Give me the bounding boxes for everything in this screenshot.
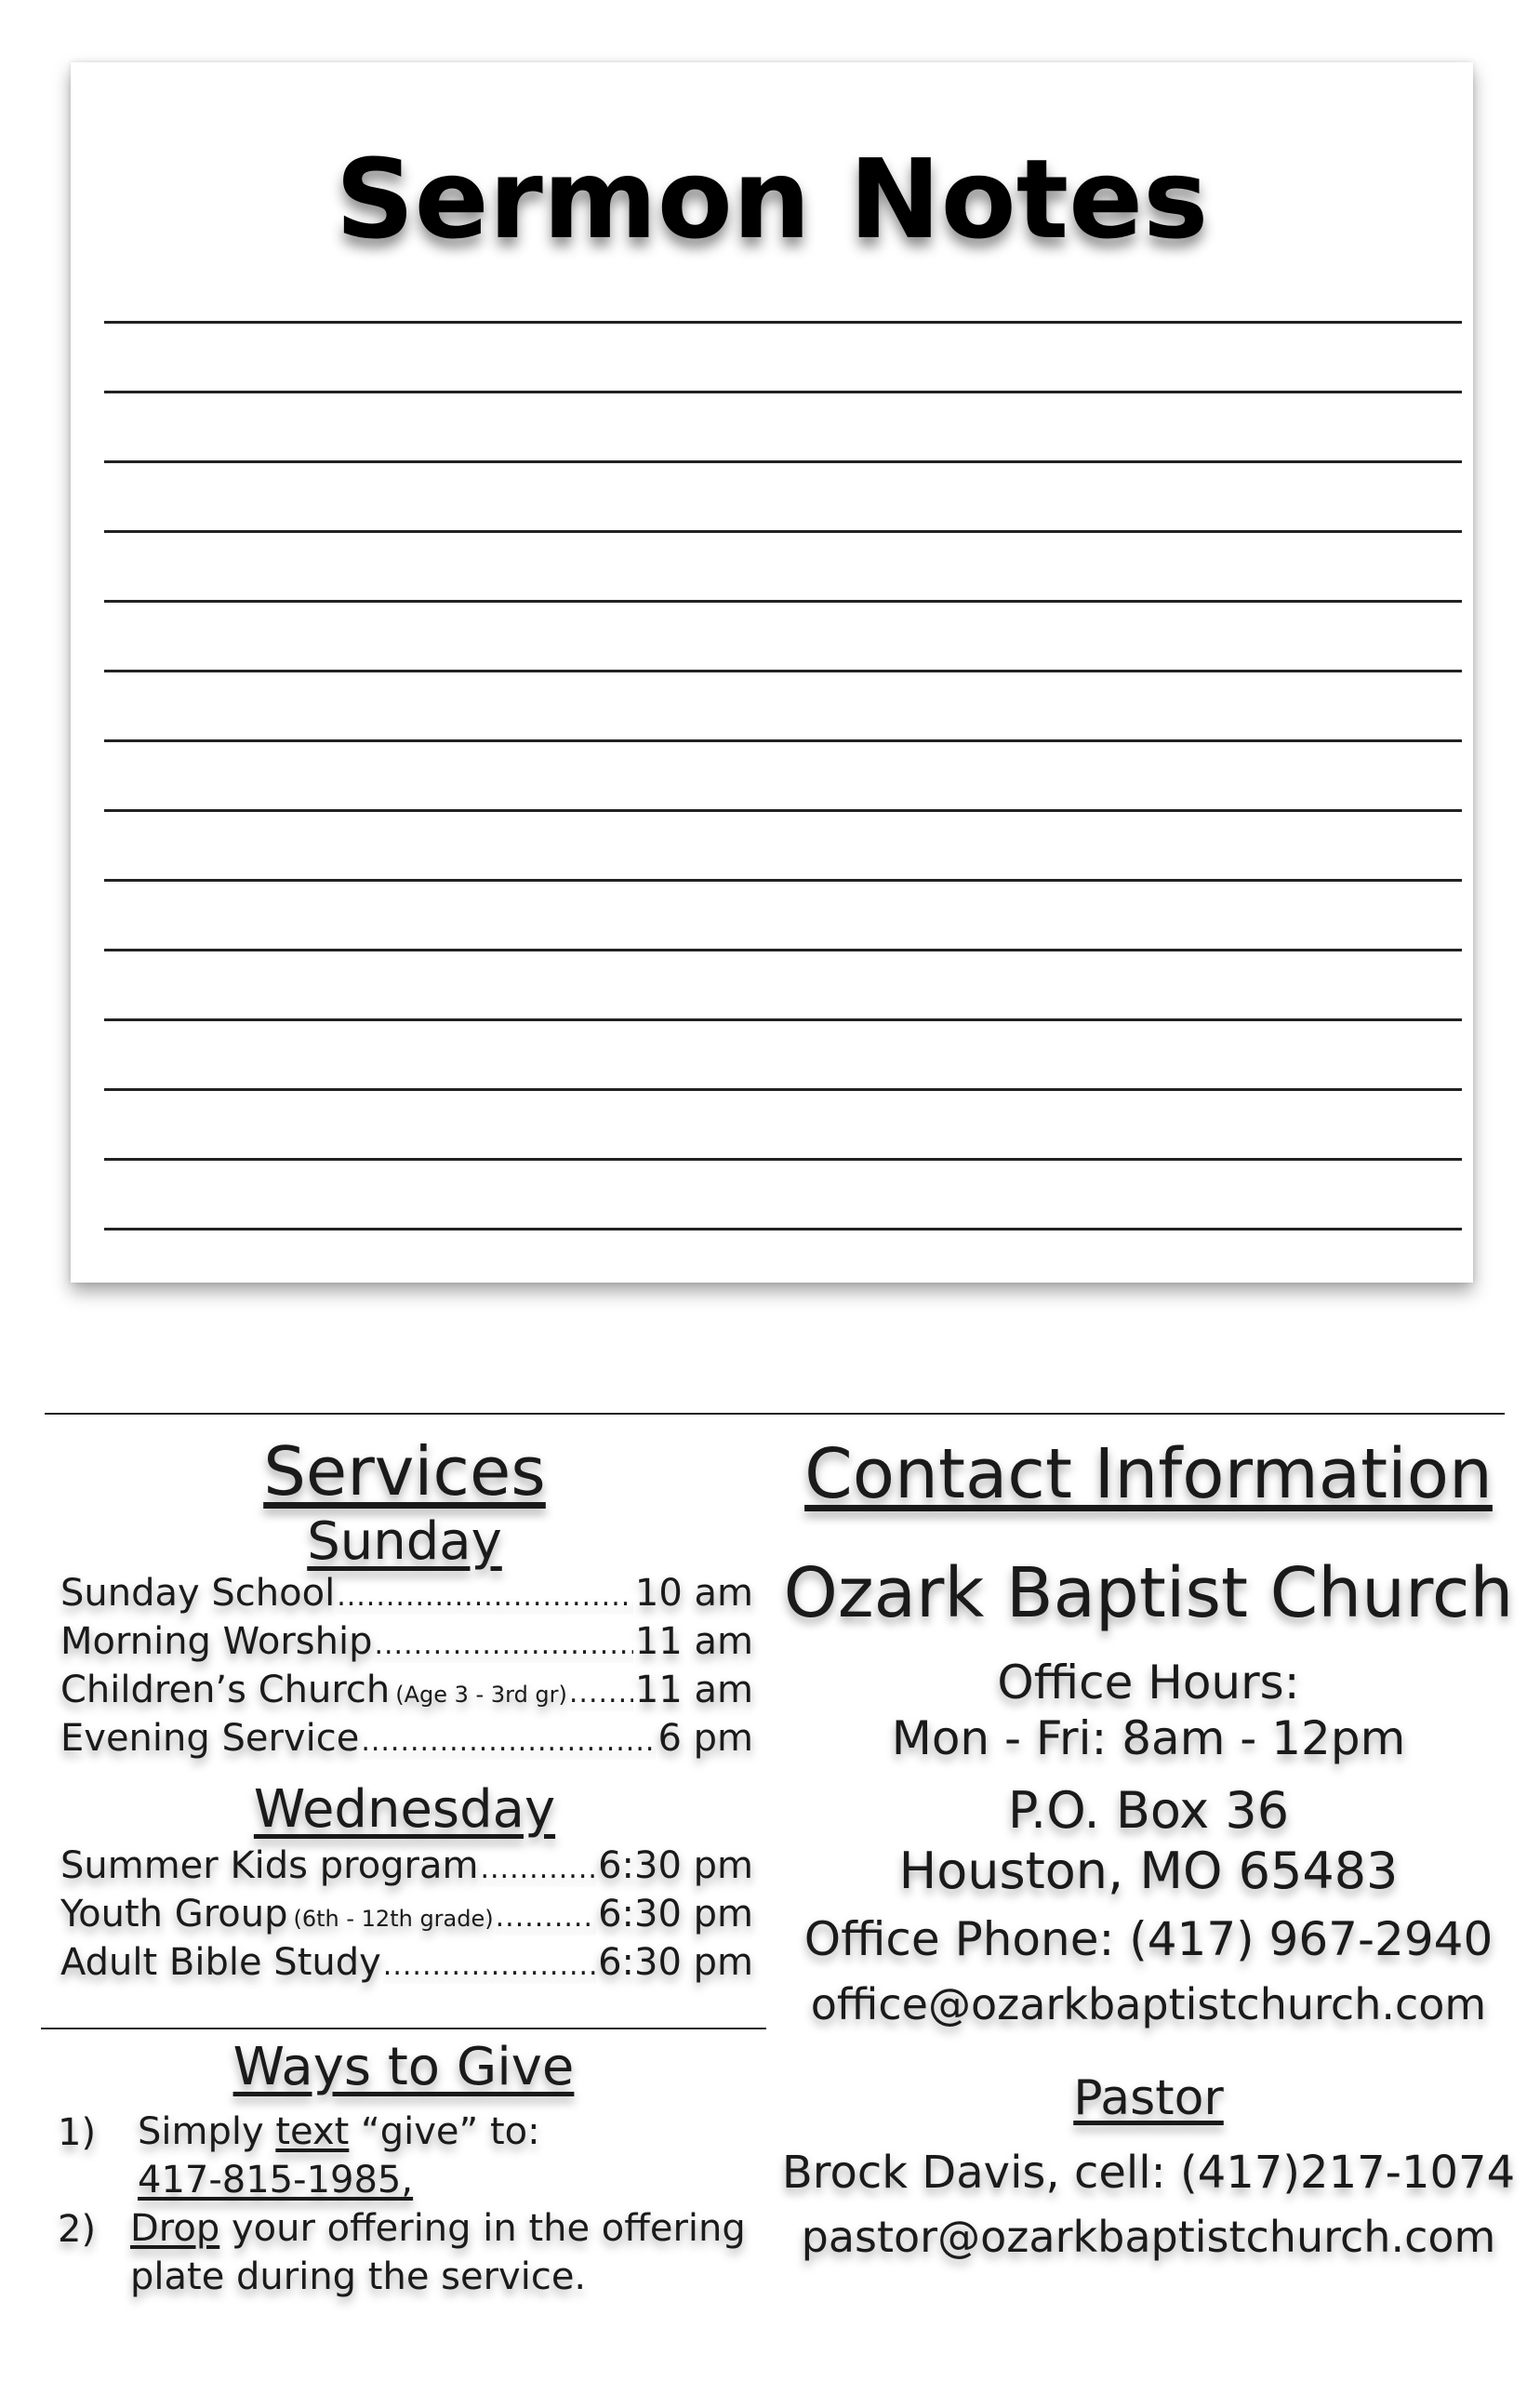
service-name: Morning Worship — [60, 1620, 373, 1663]
service-time: 10 am — [634, 1572, 753, 1615]
office-hours-label: Office Hours: — [997, 1656, 1300, 1709]
office-email[interactable]: office@ozarkbaptistchurch.com — [810, 1979, 1487, 2029]
give-item-text — [130, 2204, 746, 2253]
give-divider — [41, 2028, 766, 2029]
service-name: Youth Group — [60, 1893, 288, 1935]
dot-leader — [480, 1844, 596, 1887]
service-time: 6 pm — [657, 1717, 753, 1760]
give-phone-line — [138, 2156, 413, 2204]
note-line — [104, 1088, 1462, 1091]
wednesday-heading: Wednesday — [253, 1779, 556, 1840]
note-line — [104, 670, 1462, 672]
pastor-email[interactable]: pastor@ozarkbaptistchurch.com — [801, 2212, 1496, 2262]
dot-leader — [383, 1941, 596, 1984]
give-phone-number[interactable]: 417-815-1985, — [138, 2159, 414, 2201]
service-name: Evening Service — [60, 1717, 360, 1760]
address-line-1: P.O. Box 36 — [1007, 1781, 1290, 1840]
note-line — [104, 530, 1462, 533]
list-number: 1) — [58, 2111, 97, 2154]
note-line — [104, 1158, 1462, 1161]
give-text-post: “give” to: — [349, 2110, 540, 2153]
service-time: 6:30 pm — [598, 1941, 753, 1984]
sermon-notes-title: Sermon Notes — [335, 135, 1209, 263]
drop-keyword: Drop — [130, 2207, 220, 2250]
dot-leader — [337, 1572, 633, 1615]
service-row — [60, 1717, 753, 1765]
service-row — [60, 1941, 753, 1989]
service-row — [60, 1669, 753, 1717]
dot-leader — [569, 1669, 633, 1711]
service-name: Sunday School — [60, 1572, 336, 1615]
note-line — [104, 879, 1462, 882]
services-heading: Services — [263, 1432, 546, 1510]
service-time: 11 am — [634, 1669, 753, 1711]
section-divider — [45, 1413, 1505, 1415]
service-note: (6th - 12th grade) — [293, 1906, 494, 1932]
dot-leader — [496, 1893, 596, 1935]
office-phone[interactable]: Office Phone: (417) 967-2940 — [803, 1912, 1494, 1966]
list-number: 2) — [58, 2208, 97, 2251]
note-line — [104, 809, 1462, 812]
note-line — [104, 321, 1462, 324]
service-row — [60, 1572, 753, 1620]
note-line — [104, 391, 1462, 393]
dot-leader — [361, 1717, 656, 1760]
service-row — [60, 1893, 753, 1941]
text-keyword: text — [275, 2110, 350, 2153]
give-text-pre: Simply — [138, 2110, 276, 2153]
pastor-heading: Pastor — [1073, 2070, 1224, 2126]
contact-heading: Contact Information — [804, 1434, 1493, 1514]
service-note: (Age 3 - 3rd gr) — [395, 1682, 567, 1708]
service-time: 11 am — [634, 1620, 753, 1663]
note-line — [104, 1228, 1462, 1230]
sunday-heading: Sunday — [307, 1511, 502, 1572]
pastor-contact[interactable]: Brock Davis, cell: (417)217-1074 — [781, 2147, 1516, 2199]
service-name: Summer Kids program — [60, 1844, 479, 1887]
give-text-post: your offering in the offering — [219, 2207, 746, 2250]
church-name: Ozark Baptist Church — [783, 1553, 1514, 1633]
note-line — [104, 739, 1462, 742]
address-line-2: Houston, MO 65483 — [898, 1842, 1399, 1900]
give-item-line2: plate during the service. — [130, 2255, 587, 2298]
note-line — [104, 1018, 1462, 1021]
note-line — [104, 460, 1462, 463]
service-name: Adult Bible Study — [60, 1941, 381, 1984]
service-row — [60, 1844, 753, 1893]
service-name: Children’s Church — [60, 1669, 391, 1711]
note-line — [104, 949, 1462, 951]
office-hours: Mon - Fri: 8am - 12pm — [891, 1711, 1406, 1765]
note-line — [104, 600, 1462, 603]
dot-leader — [374, 1620, 632, 1663]
give-item-text — [138, 2108, 540, 2156]
service-time: 6:30 pm — [598, 1893, 753, 1935]
ways-to-give-heading: Ways to Give — [232, 2037, 575, 2097]
service-row — [60, 1620, 753, 1669]
sermon-notes-card — [71, 62, 1473, 1283]
service-time: 6:30 pm — [598, 1844, 753, 1887]
